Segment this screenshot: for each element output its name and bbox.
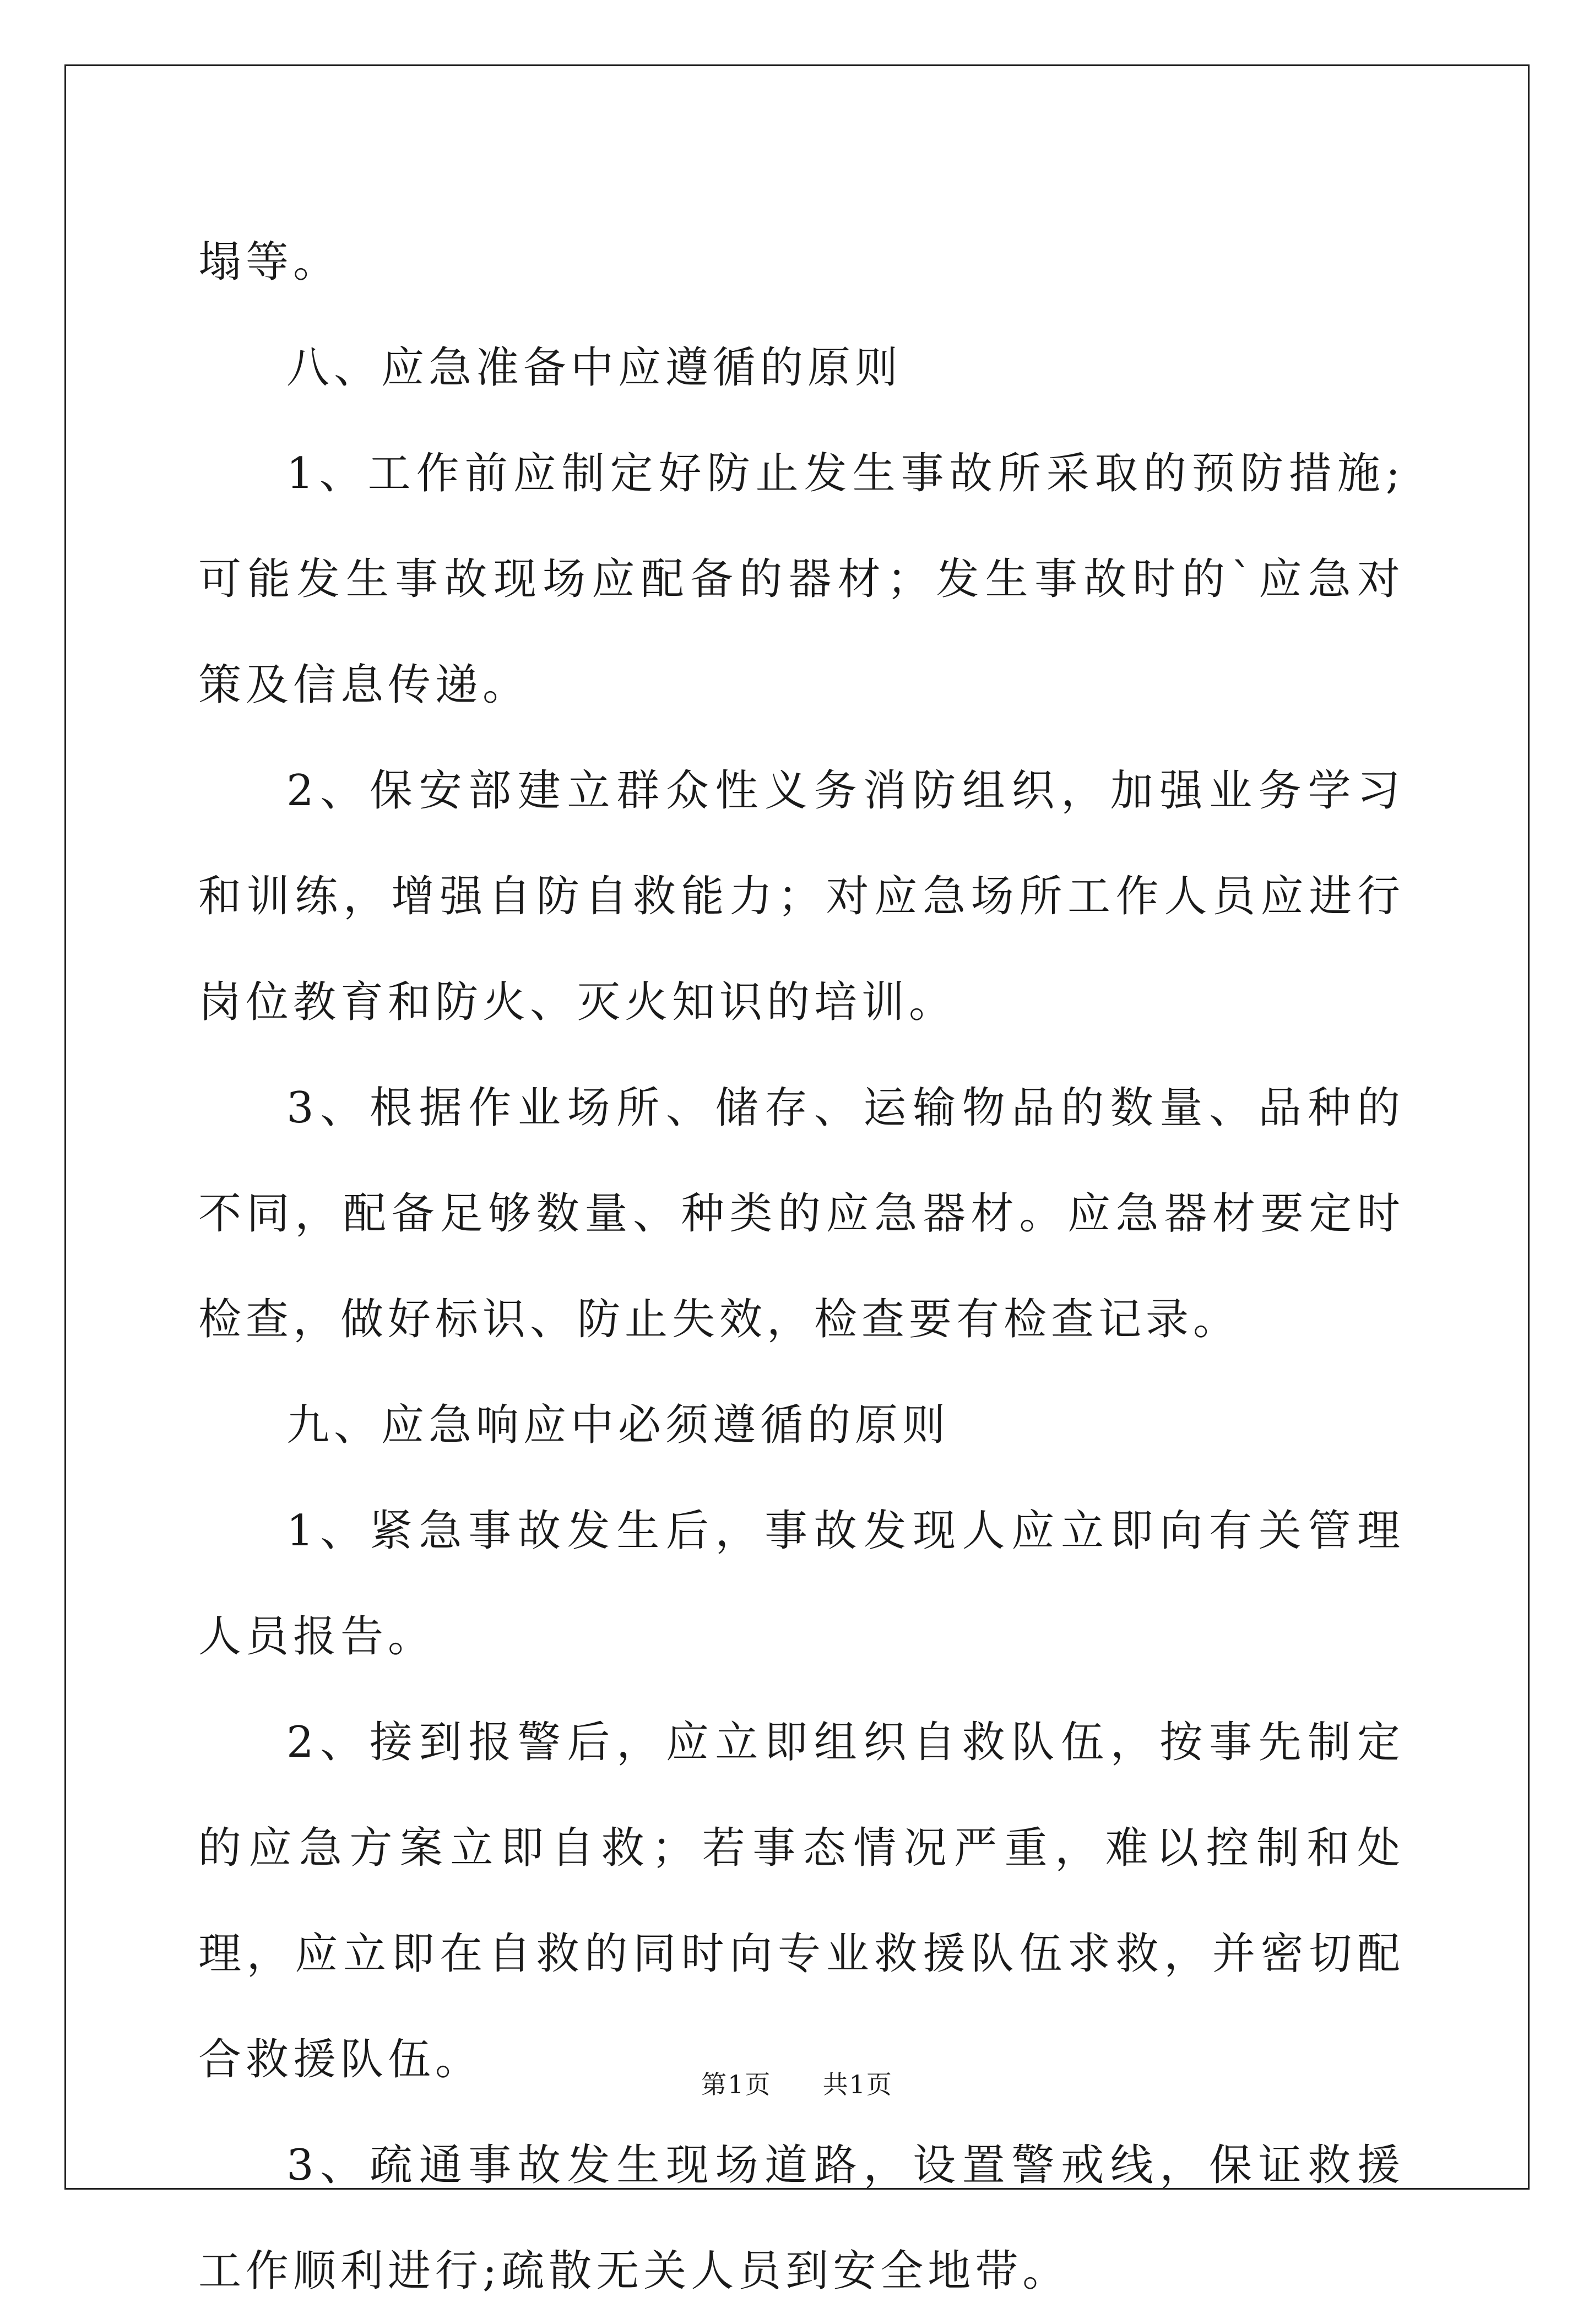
paragraph: 3、根据作业场所、储存、运输物品的数量、品种的不同，配备足够数量、种类的应急器材。应急器材要定时检查，做好标识、防止失效，检查要有检查记录。 bbox=[198, 1083, 1405, 1344]
section-heading: 八、应急准备中应遵循的原则 bbox=[286, 343, 903, 393]
paragraph: 2、接到报警后，应立即组织自救队伍，按事先制定的应急方案立即自救；若事态情况严重，难以控制和处理，应立即在自救的同时向专业救援队伍求救，并密切配合救援队伍。 bbox=[198, 1718, 1405, 2084]
paragraph: 3、疏通事故发生现场道路，设置警戒线，保证救援工作顺利进行;疏散无关人员到安全地带。 bbox=[198, 2141, 1405, 2296]
paragraph: 1、工作前应制定好防止发生事故所采取的预防措施;可能发生事故现场应配备的器材；发生事故时的`应急对策及信息传递。 bbox=[198, 449, 1405, 710]
paragraph: 2、保安部建立群众性义务消防组织，加强业务学习和训练，增强自防自救能力；对应急场所工作人员应进行岗位教育和防火、灭火知识的培训。 bbox=[198, 766, 1405, 1027]
page-number: 第1页 bbox=[701, 2070, 772, 2099]
page-footer bbox=[0, 2068, 1594, 2101]
paragraph: 1、紧急事故发生后，事故发现人应立即向有关管理人员报告。 bbox=[198, 1506, 1405, 1661]
section-heading: 九、应急响应中必须遵循的原则 bbox=[286, 1400, 950, 1450]
document-body bbox=[198, 209, 1405, 2324]
paragraph: 塌等。 bbox=[198, 237, 341, 287]
page-total: 共1页 bbox=[822, 2070, 893, 2099]
